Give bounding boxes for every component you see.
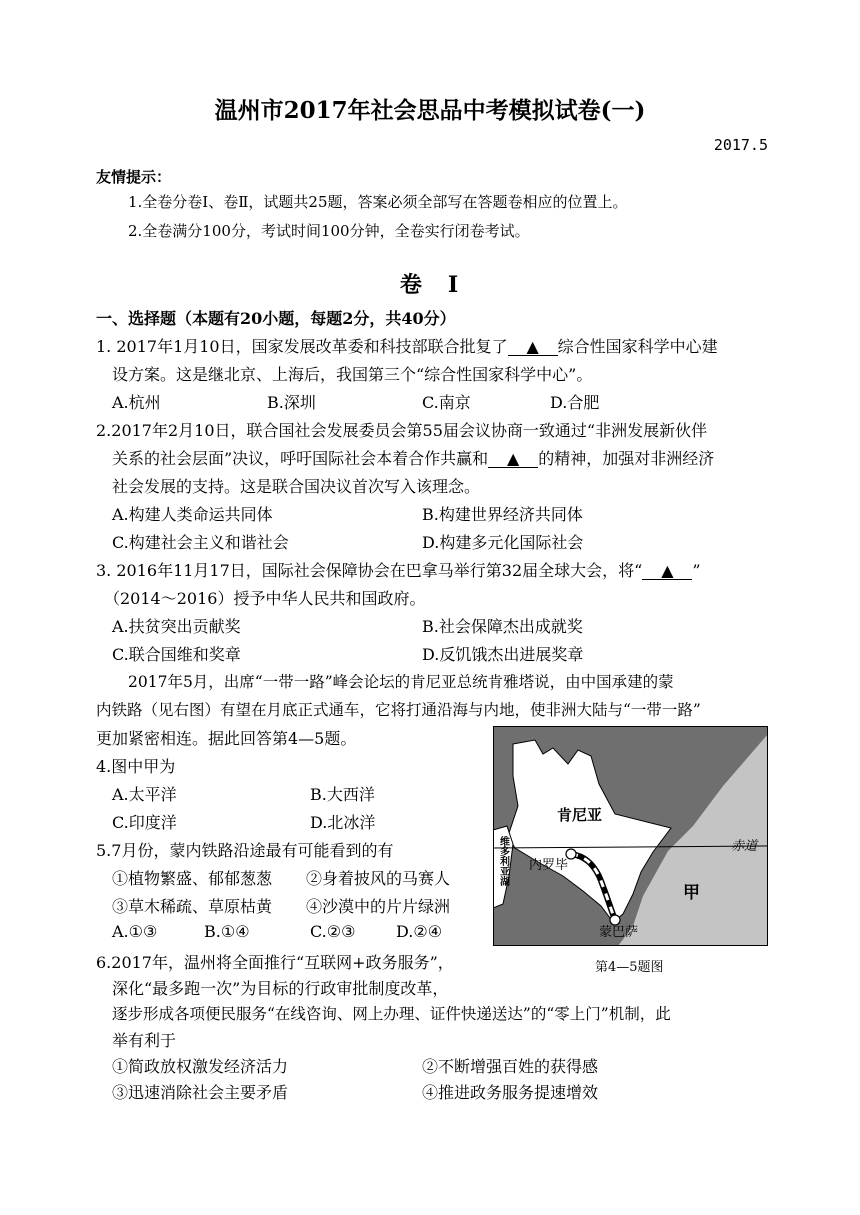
hint-item-2: 2.全卷满分100分，考试时间100分钟，全卷实行闭卷考试。 [128,222,530,240]
intro-line1: 2017年5月，出席“一带一路”峰会论坛的肯尼亚总统肯雅塔说，由中国承建的蒙 [128,673,674,691]
q3-option-b: B.社会保障杰出成就奖 [422,617,583,636]
q2-text-post: 的精神，加强对非洲经济 [538,449,715,468]
q2-option-a: A.构建人类命运共同体 [112,505,273,524]
label-nairobi: 内罗毕 [529,858,569,873]
q1-line1 [96,334,718,357]
city-mombasa-marker [610,915,620,925]
intro-line2: 内铁路（见右图）有望在月底正式通车，它将打通沿海与内地，使非洲大陆与“一带一路” [96,701,701,719]
q3-option-c: C.联合国维和奖章 [112,645,241,664]
intro-line3: 更加紧密相连。据此回答第4—5题。 [96,729,357,748]
q4-option-d: D.北冰洋 [310,813,376,832]
q6-item-1: ①简政放权激发经济活力 [112,1057,289,1076]
q3-line1 [96,558,701,581]
label-mombasa: 蒙巴萨 [599,925,639,940]
q2-blank: ▲ [488,451,538,468]
q1-option-c: C.南京 [422,393,471,412]
q6-item-4: ④推进政务服务提速增效 [422,1083,599,1102]
q1-text-post: 综合性国家科学中心建 [557,337,718,356]
q2-option-b: B.构建世界经济共同体 [422,505,583,524]
q5-item-4: ④沙漠中的片片绿洲 [306,897,451,916]
q1-option-a: A.杭州 [112,393,161,412]
q4-option-a: A.太平洋 [112,785,177,804]
q3-option-d: D.反饥饿杰出进展奖章 [422,645,584,664]
figure-caption: 第4—5题图 [595,960,664,975]
exam-date: 2017.5 [713,136,768,154]
q5-option-b: B.①④ [204,922,250,941]
q5-item-2: ②身着披风的马赛人 [306,869,451,888]
q6-line2: 深化“最多跑一次”为目标的行政审批制度改革， [112,979,449,998]
label-ocean-jia: 甲 [683,883,700,903]
q5-option-c: C.②③ [310,922,356,941]
q2-line1: 2.2017年2月10日，联合国社会发展委员会第55届会议协商一致通过“非洲发展新伙伴 [96,421,708,440]
q4-option-b: B.大西洋 [310,785,375,804]
q1-text-pre: 1. 2017年1月10日，国家发展改革委和科技部联合批复了 [96,337,508,356]
q6-line3: 逐步形成各项便民服务“在线咨询、网上办理、证件快递送达”的“零上门”机制，此 [112,1005,671,1023]
section-title: 一、选择题（本题有20小题，每题2分，共40分） [96,309,456,328]
label-lake: 维多利亚湖 [497,836,509,886]
q6-line4: 举有利于 [112,1031,177,1050]
q3-option-a: A.扶贫突出贡献奖 [112,617,241,636]
q2-line2 [112,446,714,469]
q3-line2: （2014～2016）授予中华人民共和国政府。 [104,589,426,608]
q3-blank: ▲ [642,563,692,580]
q1-blank: ▲ [508,339,558,356]
q1-line2: 设方案。这是继北京、上海后，我国第三个“综合性国家科学中心”。 [112,365,593,384]
q3-text-pre: 3. 2016年11月17日，国际社会保障协会在巴拿马举行第32届全球大会，将“ [96,561,643,580]
q2-option-c: C.构建社会主义和谐社会 [112,533,289,552]
hint-label: 友情提示： [96,168,172,186]
q5-option-a: A.①③ [112,922,158,941]
label-kenya: 肯尼亚 [557,806,603,824]
hint-item-1: 1.全卷分卷Ⅰ、卷Ⅱ，试题共25题，答案必须全部写在答题卷相应的位置上。 [128,193,628,211]
q1-option-d: D.合肥 [550,393,600,412]
q5-item-3: ③草木稀疏、草原枯黄 [112,897,273,916]
q6-item-3: ③迅速消除社会主要矛盾 [112,1083,289,1102]
q6-line1: 6.2017年，温州将全面推行“互联网+政务服务”， [96,953,454,972]
q5-item-1: ①植物繁盛、郁郁葱葱 [112,869,273,888]
q6-item-2: ②不断增强百姓的获得感 [422,1057,599,1076]
page-title: 温州市2017年社会思品中考模拟试卷(一) [214,97,646,124]
q4-option-c: C.印度洋 [112,813,177,832]
q5-option-d: D.②④ [396,922,443,941]
q2-line3: 社会发展的支持。这是联合国决议首次写入该理念。 [112,477,481,496]
q3-text-post: ” [692,561,701,580]
label-equator: 赤道 [731,839,758,854]
kenya-map [493,726,768,946]
q2-option-d: D.构建多元化国际社会 [422,533,584,552]
q4-stem: 4.图中甲为 [96,757,176,776]
q5-stem: 5.7月份，蒙内铁路沿途最有可能看到的有 [96,841,394,860]
q2-text-pre: 关系的社会层面”决议，呼吁国际社会本着合作共赢和 [112,449,489,468]
q1-option-b: B.深圳 [267,393,316,412]
part-title: 卷 Ⅰ [399,272,461,298]
